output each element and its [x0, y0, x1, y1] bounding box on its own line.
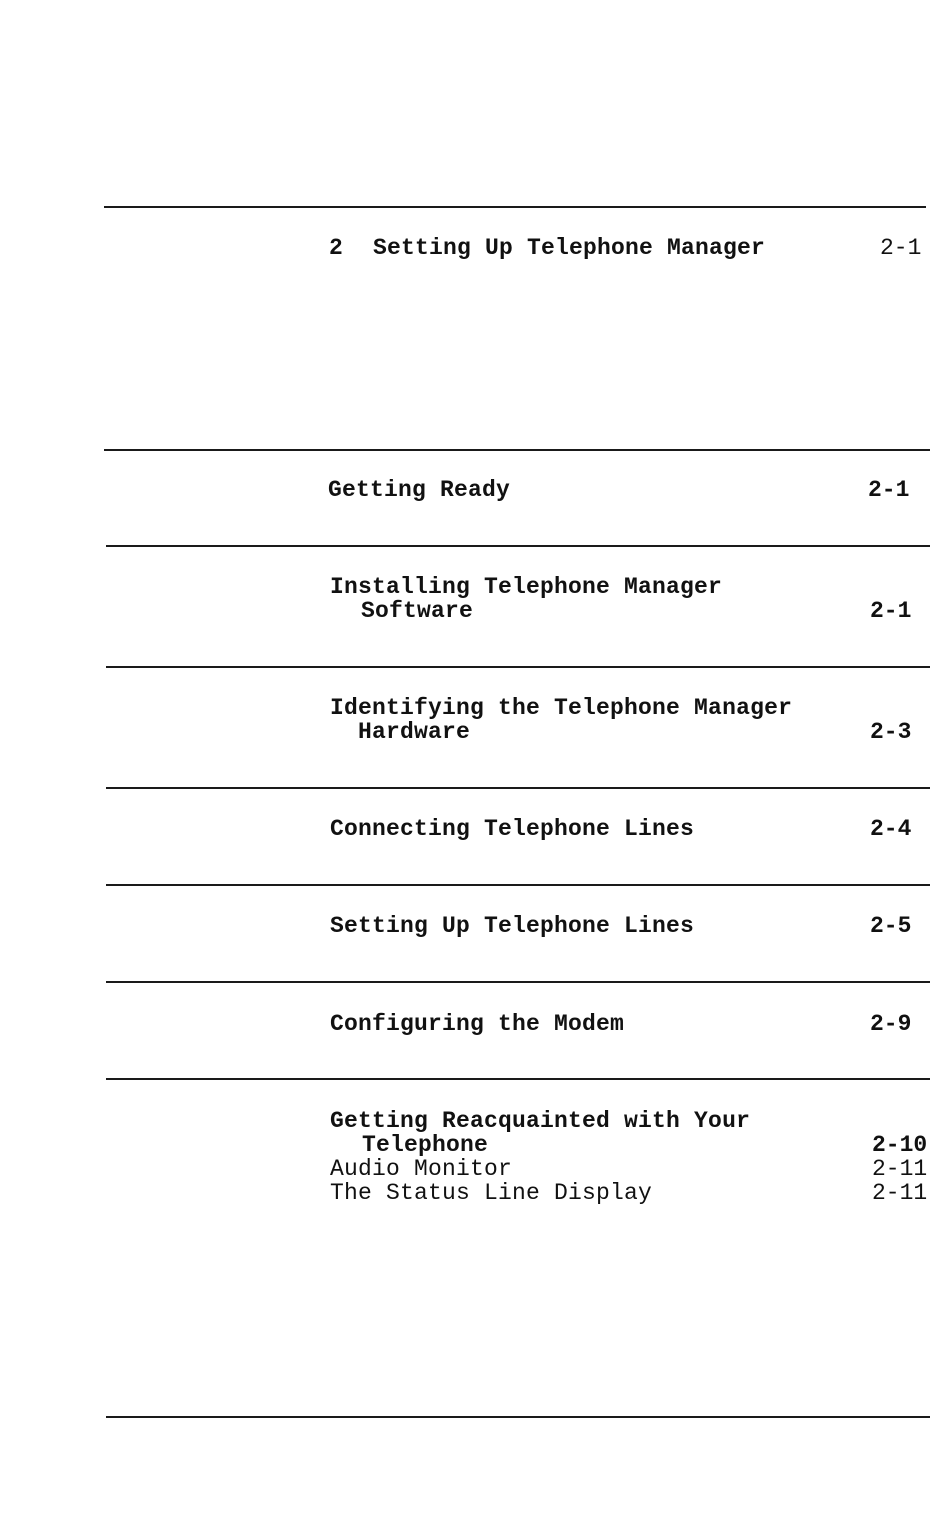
chapter-title: Setting Up Telephone Manager	[373, 235, 766, 261]
rule-divider	[106, 981, 930, 983]
toc-page-getting-ready: 2-1	[868, 477, 910, 503]
toc-page-identifying: 2-3	[870, 719, 912, 745]
toc-entry-installing-cont: Software	[361, 598, 474, 624]
toc-page-reacquainted: 2-10	[872, 1132, 928, 1158]
toc-entry-installing: Installing Telephone Manager	[330, 574, 723, 600]
chapter-number: 2	[329, 235, 344, 261]
toc-entry-setting-up-lines: Setting Up Telephone Lines	[330, 913, 695, 939]
toc-entry-reacquainted: Getting Reacquainted with Your	[330, 1108, 751, 1134]
rule-bottom	[106, 1416, 930, 1418]
rule-divider	[104, 449, 930, 451]
rule-divider	[106, 545, 930, 547]
toc-page-setting-up-lines: 2-5	[870, 913, 912, 939]
toc-page-configuring: 2-9	[870, 1011, 912, 1037]
toc-subpage-status-line: 2-11	[872, 1180, 928, 1206]
toc-entry-identifying-cont: Hardware	[358, 719, 471, 745]
toc-entry-reacquainted-cont: Telephone	[362, 1132, 489, 1158]
rule-top	[104, 206, 926, 208]
rule-divider	[106, 787, 930, 789]
toc-entry-connecting: Connecting Telephone Lines	[330, 816, 695, 842]
rule-divider	[106, 666, 930, 668]
toc-entry-configuring: Configuring the Modem	[330, 1011, 625, 1037]
toc-page-connecting: 2-4	[870, 816, 912, 842]
toc-page-installing: 2-1	[870, 598, 912, 624]
toc-entry-identifying: Identifying the Telephone Manager	[330, 695, 793, 721]
rule-divider	[106, 1078, 930, 1080]
toc-entry-getting-ready: Getting Ready	[328, 477, 511, 503]
rule-divider	[106, 884, 930, 886]
toc-subentry-status-line: The Status Line Display	[330, 1180, 653, 1206]
toc-subentry-audio-monitor: Audio Monitor	[330, 1156, 513, 1182]
toc-subpage-audio-monitor: 2-11	[872, 1156, 928, 1182]
chapter-page-number: 2-1	[880, 235, 922, 261]
